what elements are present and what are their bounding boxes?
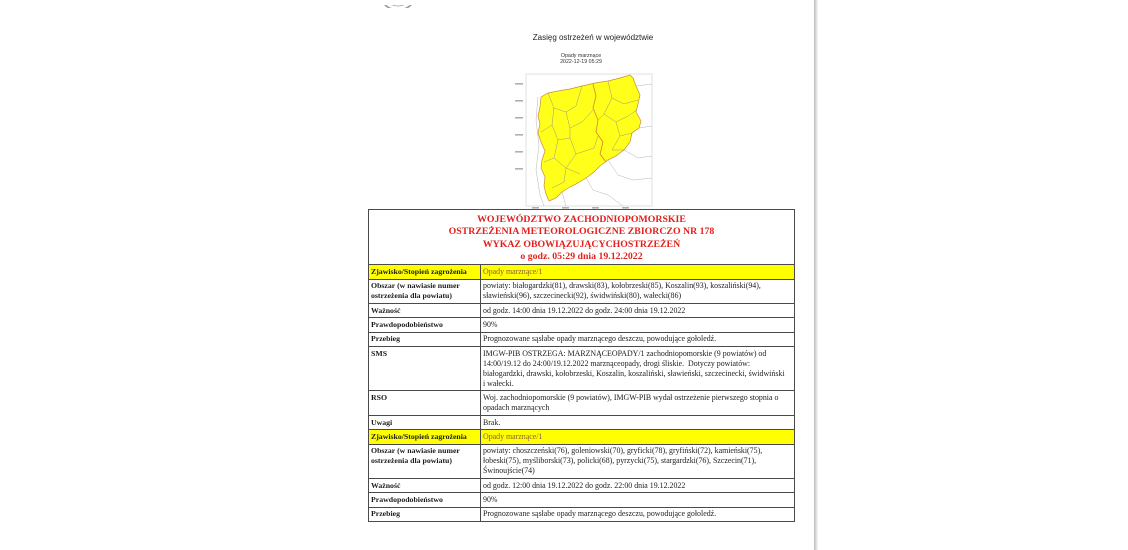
row-label-text: Zjawisko/Stopień zagrożenia xyxy=(371,266,467,276)
warning-area-polygon xyxy=(538,75,641,201)
row-value-cell xyxy=(481,303,795,317)
row-value-text: opadach marznących xyxy=(483,403,550,413)
row-value-text: Opady marznące/1 xyxy=(483,266,543,276)
warning-map xyxy=(508,70,658,210)
row-label-cell xyxy=(369,391,481,415)
map-timestamp: 2022-12-19 05:29 xyxy=(560,59,602,65)
warning-row xyxy=(369,430,795,444)
row-value-text: białogardzki, drawski, kołobrzeski, Koszalin, koszaliński, sławieński, szczecinecki, świdwiński xyxy=(483,368,785,378)
neighbor-border-line xyxy=(608,160,652,180)
row-label-cell xyxy=(369,478,481,492)
row-value-cell xyxy=(481,265,795,279)
map-axis-tick xyxy=(515,151,523,153)
row-label-text: Zjawisko/Stopień zagrożenia xyxy=(371,431,467,441)
warning-row xyxy=(369,347,795,391)
row-label-text: RSO xyxy=(371,393,388,403)
map-axis-tick xyxy=(515,168,523,170)
map-axis-tick xyxy=(515,117,523,119)
row-value-text: łobeski(75), myśliborski(73), policki(68), pyrzycki(75), stargardzki(76), Szczecin(71), xyxy=(483,456,757,466)
warning-report xyxy=(368,209,795,522)
warning-row xyxy=(369,415,795,429)
row-value-text: Brak. xyxy=(483,417,501,427)
row-label-cell xyxy=(369,279,481,303)
row-label-cell xyxy=(369,332,481,346)
row-value-cell xyxy=(481,391,795,415)
row-value-text: 90% xyxy=(483,320,498,329)
row-label-text: Przebieg xyxy=(371,334,401,344)
row-label-cell xyxy=(369,415,481,429)
neighbor-border-line xyxy=(562,192,566,206)
row-value-cell xyxy=(481,430,795,444)
row-value-text: 14:00/19.12 do 24:00/19.12.2022 marznąceopady, drogi śliskie. Dotyczy powiatów: xyxy=(483,358,751,368)
row-label-cell xyxy=(369,265,481,279)
row-value-text: powiaty: białogardzki(81), drawski(83), kołobrzeski(85), Koszalin(93), koszaliński(94), xyxy=(483,281,761,291)
row-value-cell xyxy=(481,279,795,303)
report-heading-line: o godz. 05:29 dnia 19.12.2022 xyxy=(520,250,643,262)
warning-row xyxy=(369,444,795,478)
row-value-cell xyxy=(481,493,795,507)
warning-row xyxy=(369,265,795,279)
neighbor-border-line xyxy=(586,178,623,206)
page-title: Zasięg ostrzeżeń w województwie xyxy=(532,33,654,42)
warning-row xyxy=(369,279,795,303)
warning-row xyxy=(369,318,795,332)
row-value-cell xyxy=(481,347,795,391)
report-heading-line: OSTRZEŻENIA METEOROLOGICZNE ZBIORCZO NR 178 xyxy=(448,226,715,238)
row-label-text: Prawdopodobieństwo xyxy=(371,320,443,329)
row-label-text: ostrzeżenia dla powiatu) xyxy=(371,456,452,466)
map-axis-tick xyxy=(515,134,523,136)
row-value-text: Woj. zachodniopomorskie (9 powiatów), IMGW-PIB wydał ostrzeżenie pierwszego stopnia o xyxy=(483,393,779,403)
logo-inner-ring xyxy=(383,5,413,6)
header-link-fragment[interactable] xyxy=(724,0,796,4)
row-value-text: od godz. 12:00 dnia 19.12.2022 do godz. 22:00 dnia 19.12.2022 xyxy=(483,480,686,490)
row-label-cell xyxy=(369,493,481,507)
row-value-cell xyxy=(481,444,795,478)
neighbor-border-line xyxy=(639,126,652,128)
warning-table xyxy=(368,209,795,522)
row-label-cell xyxy=(369,444,481,478)
row-label-text: Prawdopodobieństwo xyxy=(371,495,443,504)
logo-outer-ring xyxy=(379,5,417,8)
warning-map-graphic xyxy=(508,70,658,210)
row-value-text: od godz. 14:00 dnia 19.12.2022 do godz. 24:00 dnia 19.12.2022 xyxy=(483,305,686,315)
row-value-text: Prognozowane sąsłabe opady marznącego deszczu, powodujące gołoledź. xyxy=(483,334,717,344)
map-axis-tick xyxy=(515,100,523,102)
row-value-cell xyxy=(481,318,795,332)
row-label-text: Obszar (w nawiasie numer xyxy=(371,281,460,291)
row-label-text: Uwagi xyxy=(371,417,393,427)
neighbor-border-line xyxy=(624,150,652,158)
map-caption: Opady marznące xyxy=(560,53,602,59)
warning-row xyxy=(369,332,795,346)
warning-row xyxy=(369,478,795,492)
row-label-cell xyxy=(369,430,481,444)
row-label-text: Ważność xyxy=(371,480,401,490)
row-label-cell xyxy=(369,347,481,391)
row-label-cell xyxy=(369,303,481,317)
row-value-cell xyxy=(481,478,795,492)
row-label-cell xyxy=(369,507,481,521)
row-value-text: 90% xyxy=(483,495,498,504)
row-label-text: Ważność xyxy=(371,305,401,315)
row-label-text: Obszar (w nawiasie numer xyxy=(371,446,460,456)
row-value-text: i wałecki. xyxy=(483,378,514,388)
row-label-text: SMS xyxy=(371,348,388,358)
warning-row xyxy=(369,391,795,415)
report-heading-row xyxy=(369,210,795,265)
row-value-cell xyxy=(481,332,795,346)
warning-row xyxy=(369,507,795,521)
report-heading-cell xyxy=(369,210,795,265)
row-value-text: Opady marznące/1 xyxy=(483,431,543,441)
warning-row xyxy=(369,493,795,507)
row-label-text: Przebieg xyxy=(371,509,401,519)
row-value-text: sławieński(96), szczecinecki(92), świdwiński(80), wałecki(86) xyxy=(483,291,682,301)
row-value-cell xyxy=(481,415,795,429)
warning-row xyxy=(369,303,795,317)
map-axis-tick xyxy=(515,83,523,85)
report-heading-line: WOJEWÓDZTWO ZACHODNIOPOMORSKIE xyxy=(477,214,686,225)
report-heading-line: WYKAZ OBOWIĄZUJĄCYCHOSTRZEŻEŃ xyxy=(482,238,681,250)
row-value-text: IMGW-PIB OSTRZEGA: MARZNĄCEOPADY/1 zachodniopomorskie (9 powiatów) od xyxy=(483,348,767,358)
row-value-text: powiaty: choszczeński(76), goleniowski(70), gryficki(78), gryfiński(72), kamieński(75), xyxy=(483,446,763,456)
neighbor-border-line xyxy=(636,84,652,86)
logo-seal-graphic xyxy=(374,5,422,8)
row-label-cell xyxy=(369,318,481,332)
page-shadow-edge xyxy=(814,0,818,550)
row-value-text: Prognozowane sąsłabe opady marznącego deszczu, powodujące gołoledź. xyxy=(483,509,717,519)
row-label-text: ostrzeżenia dla powiatu) xyxy=(371,291,452,301)
row-value-cell xyxy=(481,507,795,521)
row-value-text: Świnoujście(74) xyxy=(483,466,535,476)
logo-seal-icon xyxy=(374,0,422,8)
warning-table-body xyxy=(369,210,795,522)
